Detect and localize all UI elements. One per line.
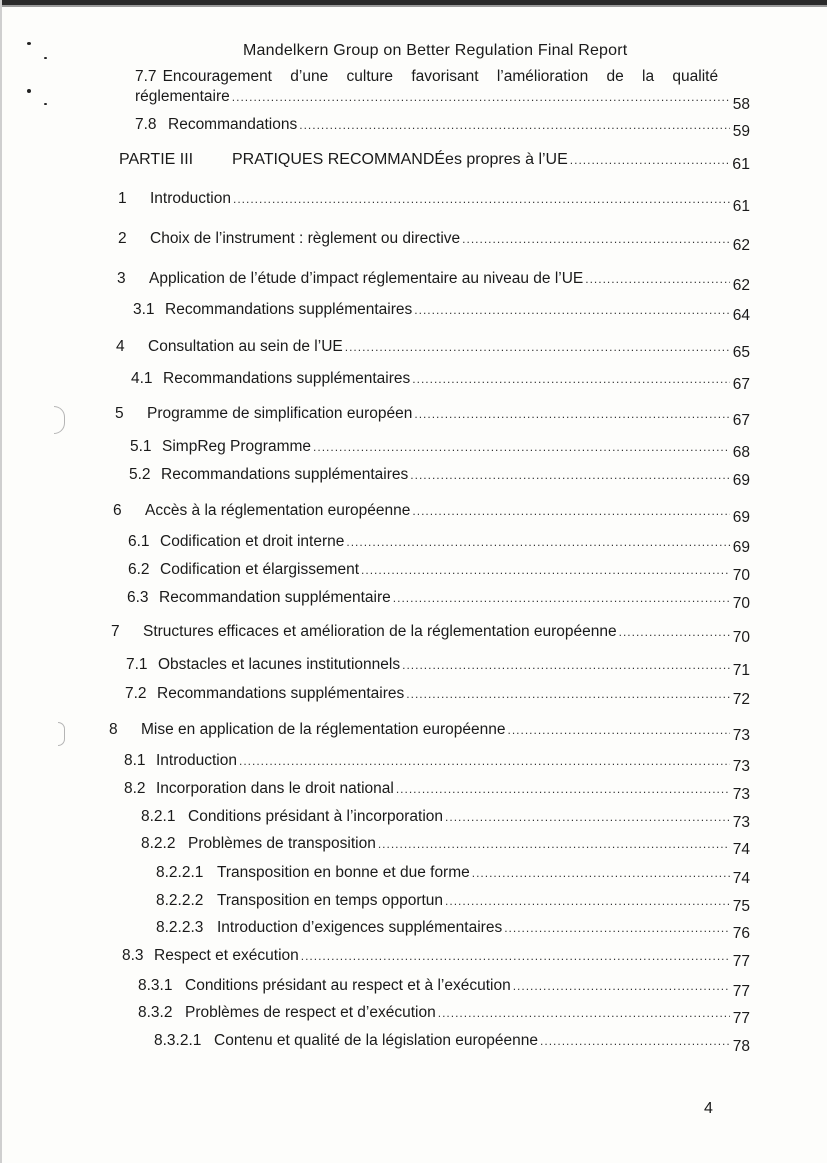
toc-page: 69 bbox=[732, 539, 750, 556]
toc-number: 5.1 bbox=[130, 438, 152, 455]
toc-title: Mise en application de la réglementation européenne bbox=[141, 721, 506, 738]
toc-title: PRATIQUES RECOMMANDÉes propres à l’UE bbox=[232, 151, 568, 168]
toc-title: Conditions présidant à l’incorporation bbox=[188, 808, 444, 825]
scan-edge-left bbox=[0, 0, 2, 1163]
punch-hole-mark bbox=[54, 406, 65, 434]
toc-entry-2[interactable] bbox=[118, 230, 750, 254]
toc-number: 8.2.2.1 bbox=[156, 864, 204, 881]
toc-title: Codification et droit interne bbox=[160, 533, 345, 550]
toc-leader-dots bbox=[412, 372, 729, 386]
toc-title: Choix de l’instrument : règlement ou directive bbox=[150, 230, 461, 247]
toc-number: 7.1 bbox=[126, 656, 148, 673]
toc-entry-8-2[interactable] bbox=[124, 780, 750, 803]
toc-number: 3 bbox=[117, 270, 126, 287]
toc-entry-8-2-2-2[interactable] bbox=[156, 892, 750, 915]
toc-number: 4.1 bbox=[131, 370, 153, 387]
toc-entry-6-2[interactable] bbox=[128, 561, 750, 584]
toc-title: Conditions présidant au respect et à l’exécution bbox=[185, 977, 511, 994]
toc-title: Problèmes de respect et d’exécution bbox=[185, 1004, 436, 1021]
toc-leader-dots bbox=[233, 192, 730, 206]
toc-number: 8.2.2.2 bbox=[156, 892, 204, 909]
toc-page: 70 bbox=[732, 629, 750, 646]
toc-leader-dots bbox=[445, 894, 730, 908]
toc-page: 73 bbox=[732, 786, 750, 803]
toc-page: 78 bbox=[732, 1038, 750, 1055]
toc-number: 8.3.1 bbox=[138, 977, 173, 994]
toc-entry-7-1[interactable] bbox=[126, 656, 750, 679]
toc-title: Problèmes de transposition bbox=[188, 835, 376, 852]
toc-leader-dots bbox=[402, 658, 730, 672]
toc-entry-1[interactable] bbox=[118, 190, 750, 215]
toc-entry-8-3[interactable] bbox=[122, 947, 750, 970]
toc-leader-dots bbox=[299, 118, 730, 132]
toc-title: Recommandations supplémentaires bbox=[163, 370, 411, 387]
toc-leader-dots bbox=[513, 979, 730, 993]
toc-title: Transposition en temps opportun bbox=[217, 892, 444, 909]
toc-leader-dots bbox=[414, 303, 729, 317]
toc-entry-7-2[interactable] bbox=[125, 685, 750, 708]
toc-entry-6-3[interactable] bbox=[127, 589, 750, 612]
toc-entry-8-3-2-1[interactable] bbox=[154, 1032, 750, 1055]
toc-title: Introduction d’exigences supplémentaires bbox=[217, 919, 503, 936]
toc-leader-dots bbox=[378, 837, 730, 851]
toc-page: 74 bbox=[732, 870, 750, 887]
toc-entry-3-1[interactable] bbox=[133, 301, 750, 324]
toc-leader-dots bbox=[414, 407, 729, 421]
toc-leader-dots bbox=[410, 468, 729, 482]
toc-page: 67 bbox=[732, 412, 750, 429]
toc-number: PARTIE III bbox=[119, 151, 194, 168]
toc-title: Codification et élargissement bbox=[160, 561, 360, 578]
running-header: Mandelkern Group on Better Regulation Final Report bbox=[243, 42, 628, 59]
toc-entry-8-2-2-3[interactable] bbox=[156, 919, 750, 942]
scan-speck bbox=[44, 57, 47, 59]
toc-entry-6[interactable] bbox=[113, 502, 750, 526]
toc-leader-dots bbox=[540, 1034, 730, 1048]
toc-leader-dots bbox=[585, 272, 729, 286]
toc-leader-dots bbox=[406, 687, 729, 701]
toc-entry-8-3-2[interactable] bbox=[138, 1004, 750, 1027]
toc-number: 7.2 bbox=[125, 685, 147, 702]
toc-leader-dots bbox=[504, 921, 730, 935]
toc-leader-dots bbox=[301, 949, 730, 963]
toc-page: 71 bbox=[732, 662, 750, 679]
toc-page: 77 bbox=[732, 953, 750, 970]
toc-entry-8-2-1[interactable] bbox=[141, 808, 750, 831]
toc-entry-7-8[interactable] bbox=[135, 116, 750, 140]
toc-leader-dots bbox=[239, 754, 730, 768]
toc-title: Programme de simplification européen bbox=[147, 405, 413, 422]
toc-page: 73 bbox=[732, 758, 750, 775]
toc-title: Introduction bbox=[156, 752, 237, 769]
toc-entry-6-1[interactable] bbox=[128, 533, 750, 556]
toc-page: 70 bbox=[732, 567, 750, 584]
toc-number: 3.1 bbox=[133, 301, 155, 318]
toc-entry-8-2-2-1[interactable] bbox=[156, 864, 750, 887]
toc-title: Consultation au sein de l’UE bbox=[148, 338, 343, 355]
toc-page: 73 bbox=[732, 727, 750, 744]
toc-number: 8.3 bbox=[122, 947, 144, 964]
page-number: 4 bbox=[704, 1100, 713, 1117]
toc-leader-dots bbox=[345, 340, 730, 354]
toc-number: 7.8 bbox=[135, 116, 157, 133]
toc-title-first-line: Encouragement d’une culture favorisant l’amélioration de la qualité bbox=[162, 68, 719, 85]
toc-title: Introduction bbox=[150, 190, 231, 207]
toc-leader-dots bbox=[232, 90, 730, 104]
toc-entry-5[interactable] bbox=[115, 405, 750, 429]
toc-page: 64 bbox=[732, 307, 750, 324]
toc-entry-4-1[interactable] bbox=[131, 370, 750, 393]
toc-title: Recommandations supplémentaires bbox=[161, 466, 409, 483]
toc-entry-7[interactable] bbox=[111, 623, 750, 646]
toc-entry-4[interactable] bbox=[116, 338, 750, 361]
toc-title: Recommandation supplémentaire bbox=[159, 589, 391, 606]
toc-leader-dots bbox=[508, 723, 730, 737]
toc-page: 70 bbox=[732, 595, 750, 612]
toc-number: 1 bbox=[118, 190, 127, 207]
toc-entry-partie-iii[interactable] bbox=[119, 151, 750, 173]
toc-title: Recommandations bbox=[168, 116, 298, 133]
scan-speck bbox=[27, 42, 31, 45]
toc-leader-dots bbox=[412, 504, 729, 518]
toc-number: 6.2 bbox=[128, 561, 150, 578]
toc-title: Respect et exécution bbox=[154, 947, 299, 964]
toc-title: Transposition en bonne et due forme bbox=[217, 864, 470, 881]
toc-page: 62 bbox=[732, 277, 750, 294]
scan-speck bbox=[27, 89, 31, 93]
toc-number: 5 bbox=[115, 405, 124, 422]
toc-title: réglementaire bbox=[135, 88, 230, 105]
toc-title: Recommandations supplémentaires bbox=[157, 685, 405, 702]
toc-number: 8.2.2 bbox=[141, 835, 176, 852]
toc-title: Recommandations supplémentaires bbox=[165, 301, 413, 318]
punch-hole-mark bbox=[58, 722, 65, 746]
toc-number: 8.2.1 bbox=[141, 808, 176, 825]
toc-entry-3[interactable] bbox=[117, 270, 750, 294]
toc-leader-dots bbox=[472, 866, 730, 880]
toc-entry-7-7-first-line bbox=[135, 68, 750, 86]
toc-number: 8.2 bbox=[124, 780, 146, 797]
toc-leader-dots bbox=[361, 563, 730, 577]
toc-number: 8.1 bbox=[124, 752, 146, 769]
toc-leader-dots bbox=[438, 1006, 730, 1020]
toc-number: 5.2 bbox=[129, 466, 151, 483]
toc-title: Obstacles et lacunes institutionnels bbox=[158, 656, 401, 673]
toc-page: 68 bbox=[732, 444, 750, 461]
toc-entry-8[interactable] bbox=[109, 721, 750, 744]
toc-leader-dots bbox=[313, 440, 730, 454]
toc-page: 76 bbox=[732, 925, 750, 942]
toc-page: 65 bbox=[732, 344, 750, 361]
toc-title: Application de l’étude d’impact réglementaire au niveau de l’UE bbox=[149, 270, 584, 287]
toc-number: 7 bbox=[111, 623, 120, 640]
toc-number: 8 bbox=[109, 721, 118, 738]
scan-speck bbox=[44, 103, 47, 105]
toc-entry-5-2[interactable] bbox=[129, 466, 750, 489]
toc-entry-8-3-1[interactable] bbox=[138, 977, 750, 1000]
toc-leader-dots bbox=[393, 591, 730, 605]
toc-number: 6.3 bbox=[127, 589, 149, 606]
toc-number: 6.1 bbox=[128, 533, 150, 550]
toc-number: 4 bbox=[116, 338, 125, 355]
toc-title: SimpReg Programme bbox=[162, 438, 312, 455]
toc-title: Incorporation dans le droit national bbox=[156, 780, 394, 797]
toc-number: 7.7 bbox=[135, 68, 157, 85]
toc-page: 72 bbox=[732, 691, 750, 708]
toc-page: 69 bbox=[732, 472, 750, 489]
toc-leader-dots bbox=[346, 535, 729, 549]
toc-title: Contenu et qualité de la législation européenne bbox=[214, 1032, 539, 1049]
toc-number: 8.3.2.1 bbox=[154, 1032, 202, 1049]
toc-page: 77 bbox=[732, 1010, 750, 1027]
toc-leader-dots bbox=[462, 232, 730, 246]
toc-page: 67 bbox=[732, 376, 750, 393]
toc-page: 58 bbox=[732, 96, 750, 113]
toc-page: 75 bbox=[732, 898, 750, 915]
toc-page: 74 bbox=[732, 841, 750, 858]
toc-number: 8.3.2 bbox=[138, 1004, 173, 1021]
toc-leader-dots bbox=[445, 810, 730, 824]
toc-entry-8-2-2[interactable] bbox=[141, 835, 750, 858]
toc-page: 59 bbox=[732, 123, 750, 140]
toc-leader-dots bbox=[619, 625, 730, 639]
toc-number: 8.2.2.3 bbox=[156, 919, 204, 936]
toc-page: 77 bbox=[732, 983, 750, 1000]
toc-entry-7-7[interactable] bbox=[135, 88, 750, 113]
toc-number: 2 bbox=[118, 230, 127, 247]
toc-title: Accès à la réglementation européenne bbox=[145, 502, 411, 519]
toc-page: 61 bbox=[732, 156, 750, 173]
toc-number: 6 bbox=[113, 502, 122, 519]
toc-entry-8-1[interactable] bbox=[124, 752, 750, 775]
scan-edge-top-thin bbox=[0, 5, 827, 7]
toc-entry-5-1[interactable] bbox=[130, 438, 750, 461]
toc-page: 62 bbox=[732, 237, 750, 254]
toc-leader-dots bbox=[570, 153, 729, 167]
toc-leader-dots bbox=[396, 782, 730, 796]
toc-page: 73 bbox=[732, 814, 750, 831]
toc-title: Structures efficaces et amélioration de la réglementation européenne bbox=[143, 623, 617, 640]
toc-page: 61 bbox=[732, 198, 750, 215]
toc-page: 69 bbox=[732, 509, 750, 526]
